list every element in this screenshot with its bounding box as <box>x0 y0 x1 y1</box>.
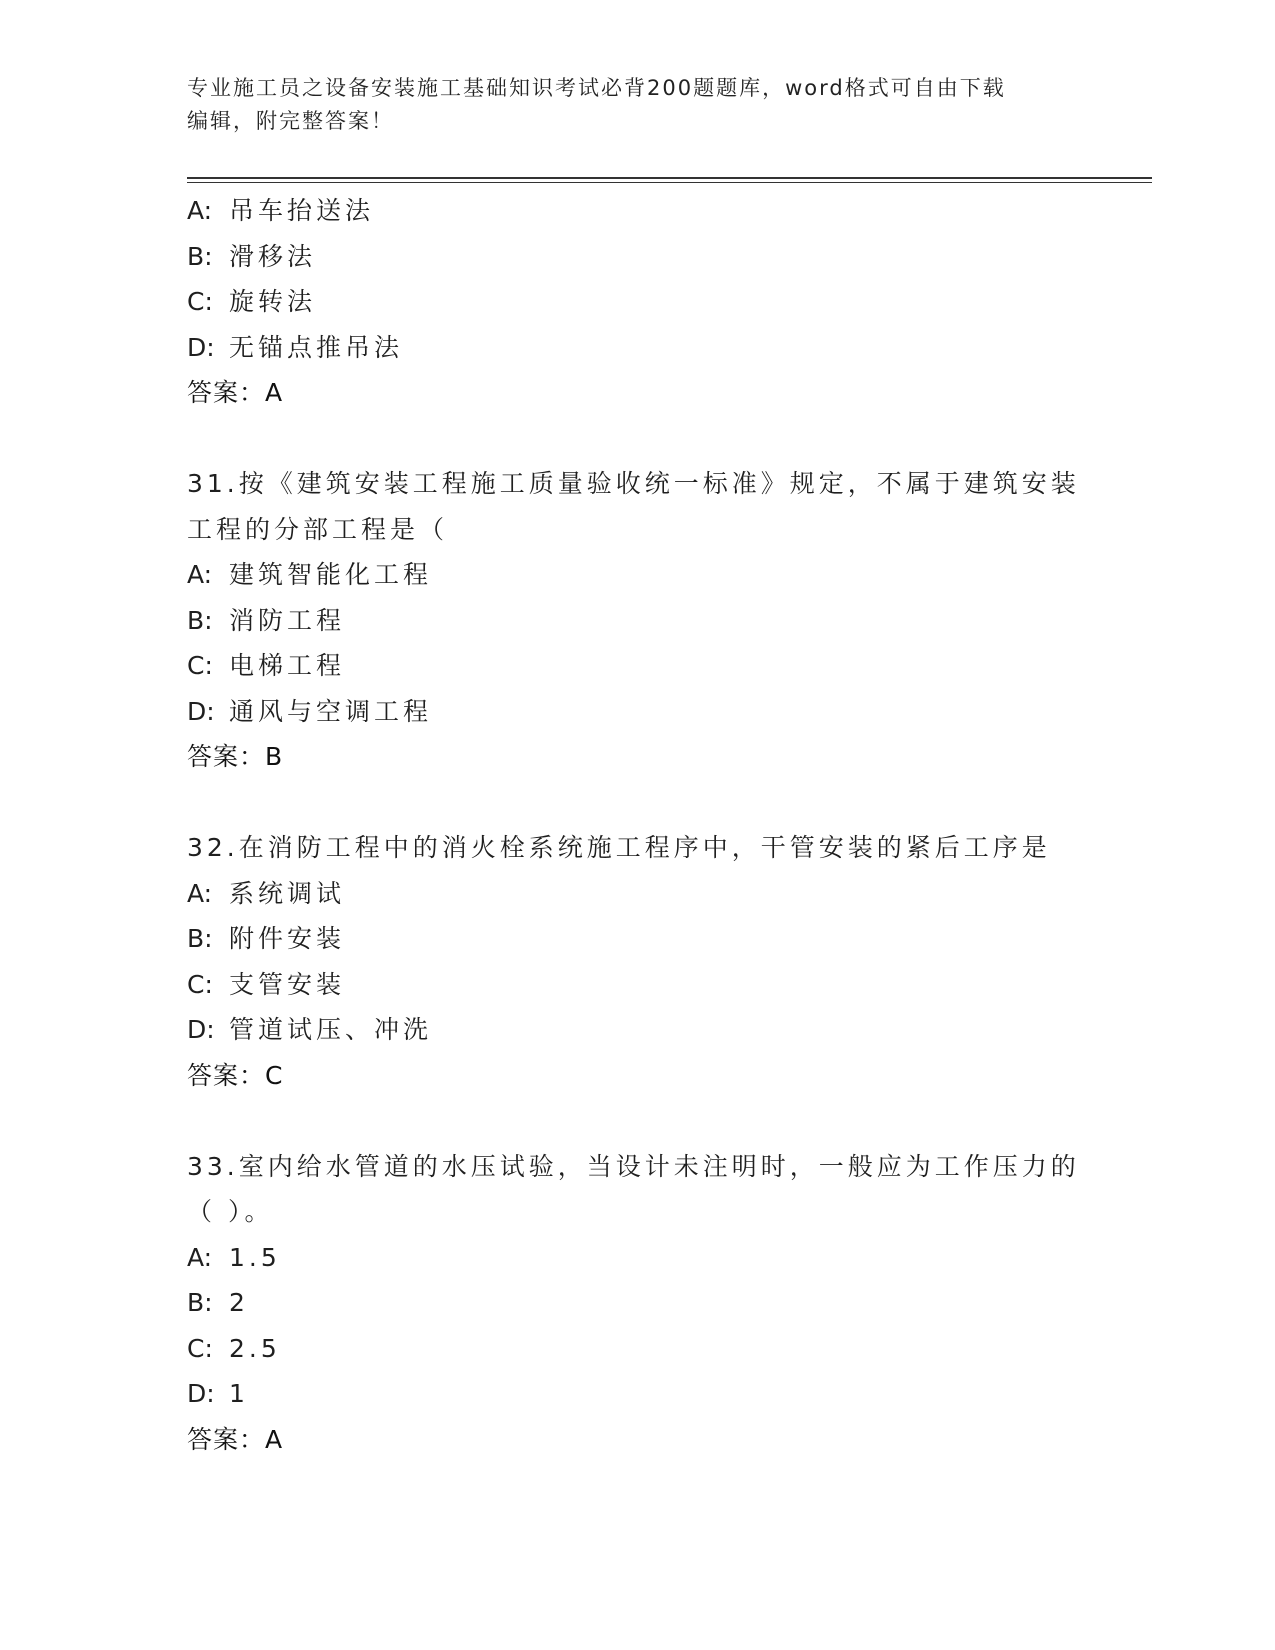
option-text: 系统调试 <box>229 878 346 908</box>
option-text: 电梯工程 <box>229 651 346 680</box>
option-text: 1 <box>229 1379 249 1408</box>
question-text <box>187 1144 1087 1235</box>
option-letter: C: <box>187 1333 213 1363</box>
option-text: 滑移法 <box>229 241 317 271</box>
question-line: 31.按《建筑安装工程施工质量验收统一标准》规定，不属于建筑安装 <box>187 469 1080 498</box>
option-letter: D: <box>187 332 215 362</box>
header-line-1: 专业施工员之设备安装施工基础知识考试必背200题题库，word格式可自由下载 <box>187 76 1006 100</box>
answer: 答案：C <box>187 1060 284 1090</box>
option-letter: A: <box>187 196 213 225</box>
block-gap <box>187 1098 1087 1144</box>
answer: 答案：B <box>187 742 284 771</box>
option-letter: C: <box>187 287 213 316</box>
question-block-30 <box>187 188 1087 416</box>
option-text: 消防工程 <box>229 605 346 635</box>
header-rule-thick <box>187 177 1152 179</box>
option-a <box>187 552 1087 598</box>
option-text: 管道试压、冲洗 <box>229 1015 433 1044</box>
option-letter: D: <box>187 696 215 726</box>
option-letter: A: <box>187 878 213 908</box>
option-text: 1.5 <box>229 1242 281 1272</box>
question-text <box>187 825 1087 871</box>
option-c <box>187 962 1087 1008</box>
option-text: 通风与空调工程 <box>229 696 433 726</box>
option-letter: B: <box>187 605 213 635</box>
option-b <box>187 1280 1087 1326</box>
block-gap <box>187 416 1087 462</box>
answer: 答案：A <box>187 378 284 407</box>
answer: 答案：A <box>187 1424 284 1454</box>
option-letter: D: <box>187 1379 215 1408</box>
option-c <box>187 643 1087 689</box>
header-line-2: 编辑，附完整答案！ <box>187 109 394 133</box>
question-text <box>187 461 1087 552</box>
option-letter: C: <box>187 969 213 999</box>
option-text: 2.5 <box>229 1333 281 1363</box>
option-text: 旋转法 <box>229 287 317 316</box>
question-line: 32.在消防工程中的消火栓系统施工程序中，干管安装的紧后工序是 <box>187 833 1051 862</box>
option-d <box>187 325 1087 371</box>
question-line: 工程的分部工程是（ <box>187 514 449 544</box>
option-a <box>187 188 1087 234</box>
option-text: 无锚点推吊法 <box>229 332 404 362</box>
option-letter: D: <box>187 1015 215 1044</box>
block-gap <box>187 780 1087 826</box>
option-text: 附件安装 <box>229 924 346 953</box>
option-b <box>187 916 1087 962</box>
question-list <box>187 188 1087 1462</box>
option-letter: B: <box>187 241 213 271</box>
option-letter: C: <box>187 651 213 680</box>
question-line: 33.室内给水管道的水压试验，当设计未注明时，一般应为工作压力的 <box>187 1151 1080 1181</box>
question-block-32 <box>187 825 1087 1098</box>
question-line: （ ）。 <box>187 1197 274 1226</box>
option-b <box>187 598 1087 644</box>
option-c <box>187 1326 1087 1372</box>
option-letter: B: <box>187 1288 213 1317</box>
option-d <box>187 689 1087 735</box>
option-letter: B: <box>187 924 213 953</box>
option-b <box>187 234 1087 280</box>
option-letter: A: <box>187 560 213 589</box>
header-rule-thin <box>187 182 1152 183</box>
option-text: 2 <box>229 1288 249 1317</box>
option-d <box>187 1007 1087 1053</box>
option-text: 支管安装 <box>229 969 346 999</box>
option-c <box>187 279 1087 325</box>
option-a <box>187 1235 1087 1281</box>
option-text: 吊车抬送法 <box>229 196 375 225</box>
question-block-33 <box>187 1144 1087 1463</box>
document-header <box>187 72 1087 138</box>
option-letter: A: <box>187 1242 213 1272</box>
option-d <box>187 1371 1087 1417</box>
option-text: 建筑智能化工程 <box>229 560 433 589</box>
option-a <box>187 871 1087 917</box>
question-block-31 <box>187 461 1087 780</box>
